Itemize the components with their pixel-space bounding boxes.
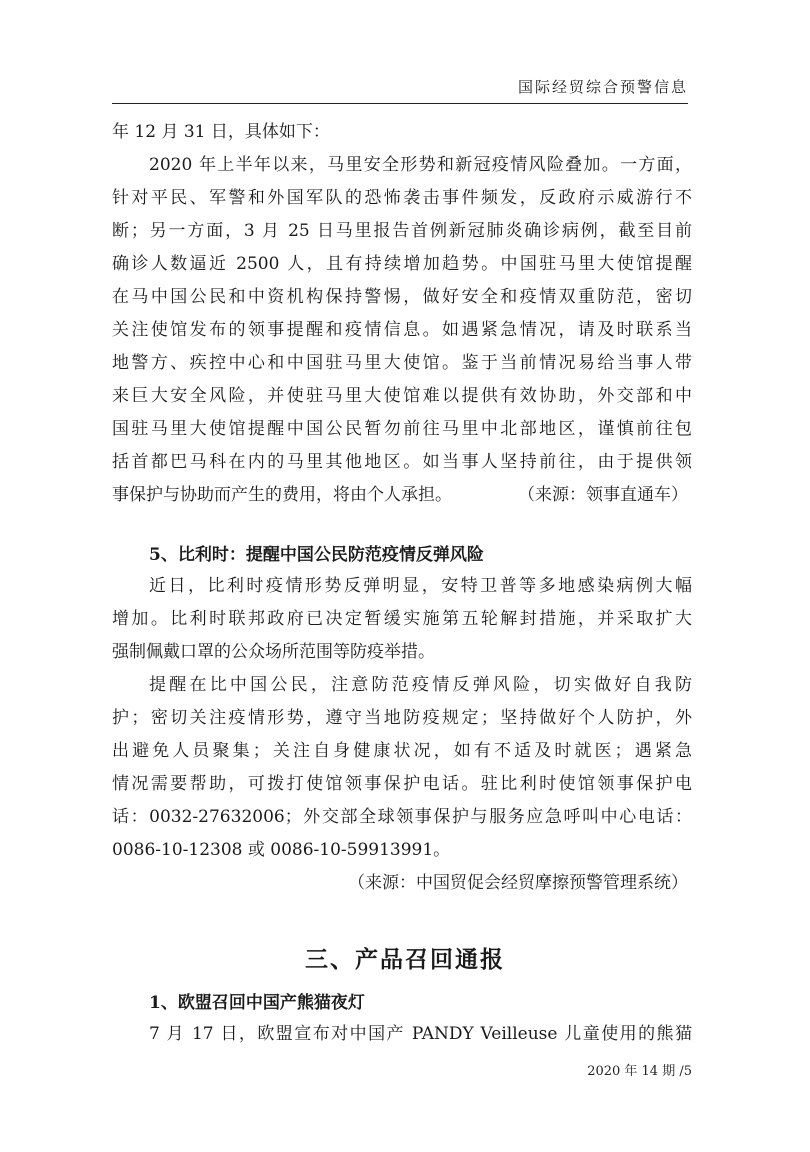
text-line: 关注使馆发布的领事提醒和疫情信息。如遇紧急情况，请及时联系当	[112, 320, 692, 340]
source-note: （来源：领事直通车）	[518, 485, 688, 505]
text-line: 国驻马里大使馆提醒中国公民暂勿前往马里中北部地区，谨慎前往包	[112, 419, 692, 439]
running-header	[112, 76, 688, 104]
text-line: 2020 年上半年以来，马里安全形势和新冠疫情风险叠加。一方面，	[149, 155, 692, 175]
text-line: 情况需要帮助，可拨打使馆领事保护电话。驻比利时使馆领事保护电	[112, 774, 692, 794]
text-line: 括首都巴马科在内的马里其他地区。如当事人坚持前往，由于提供领	[112, 452, 692, 472]
text-line: 地警方、疾控中心和中国驻马里大使馆。鉴于当前情况易给当事人带	[112, 353, 692, 373]
text-line: 0086-10-12308 或 0086-10-59913991。	[112, 840, 451, 860]
text-line: 断；另一方面，3 月 25 日马里报告首例新冠肺炎确诊病例，截至目前	[112, 221, 692, 241]
text-line: 针对平民、军警和外国军队的恐怖袭击事件频发，反政府示威游行不	[112, 188, 692, 208]
text-line: 护；密切关注疫情形势，遵守当地防疫规定；坚持做好个人防护，外	[112, 708, 692, 728]
text-line: 提醒在比中国公民，注意防范疫情反弹风险，切实做好自我防	[149, 675, 692, 695]
text-line: 事保护与协助而产生的费用，将由个人承担。	[112, 485, 452, 505]
text-line: 年 12 月 31 日，具体如下：	[112, 122, 330, 142]
page-number: 2020 年 14 期 /5	[587, 1064, 692, 1079]
header-rule	[112, 103, 688, 104]
header-title: 国际经贸综合预警信息	[517, 78, 688, 96]
text-line: 增加。比利时联邦政府已决定暂缓实施第五轮解封措施，并采取扩大	[112, 609, 692, 629]
text-line: 来巨大安全风险，并使驻马里大使馆难以提供有效协助，外交部和中	[112, 386, 692, 406]
text-line: 话：0032-27632006；外交部全球领事保护与服务应急呼叫中心电话：	[112, 807, 692, 827]
source-note: （来源：中国贸促会经贸摩擦预警管理系统）	[348, 873, 688, 893]
text-line: 出避免人员聚集；关注自身健康状况，如有不适及时就医；遇紧急	[112, 741, 692, 761]
text-line: 强制佩戴口罩的公众场所范围等防疫举措。	[112, 642, 435, 662]
item-heading: 1、欧盟召回中国产熊猫夜灯	[149, 993, 365, 1013]
section-title: 三、产品召回通报	[305, 947, 505, 973]
text-line: 确诊人数逼近 2500 人，且有持续增加趋势。中国驻马里大使馆提醒	[112, 254, 692, 274]
item-heading: 5、比利时：提醒中国公民防范疫情反弹风险	[149, 545, 484, 565]
text-line: 在马中国公民和中资机构保持警惕，做好安全和疫情双重防范，密切	[112, 287, 692, 307]
text-line: 7 月 17 日，欧盟宣布对中国产 PANDY Veilleuse 儿童使用的熊猫	[149, 1024, 692, 1044]
text-line: 近日，比利时疫情形势反弹明显，安特卫普等多地感染病例大幅	[149, 576, 692, 596]
